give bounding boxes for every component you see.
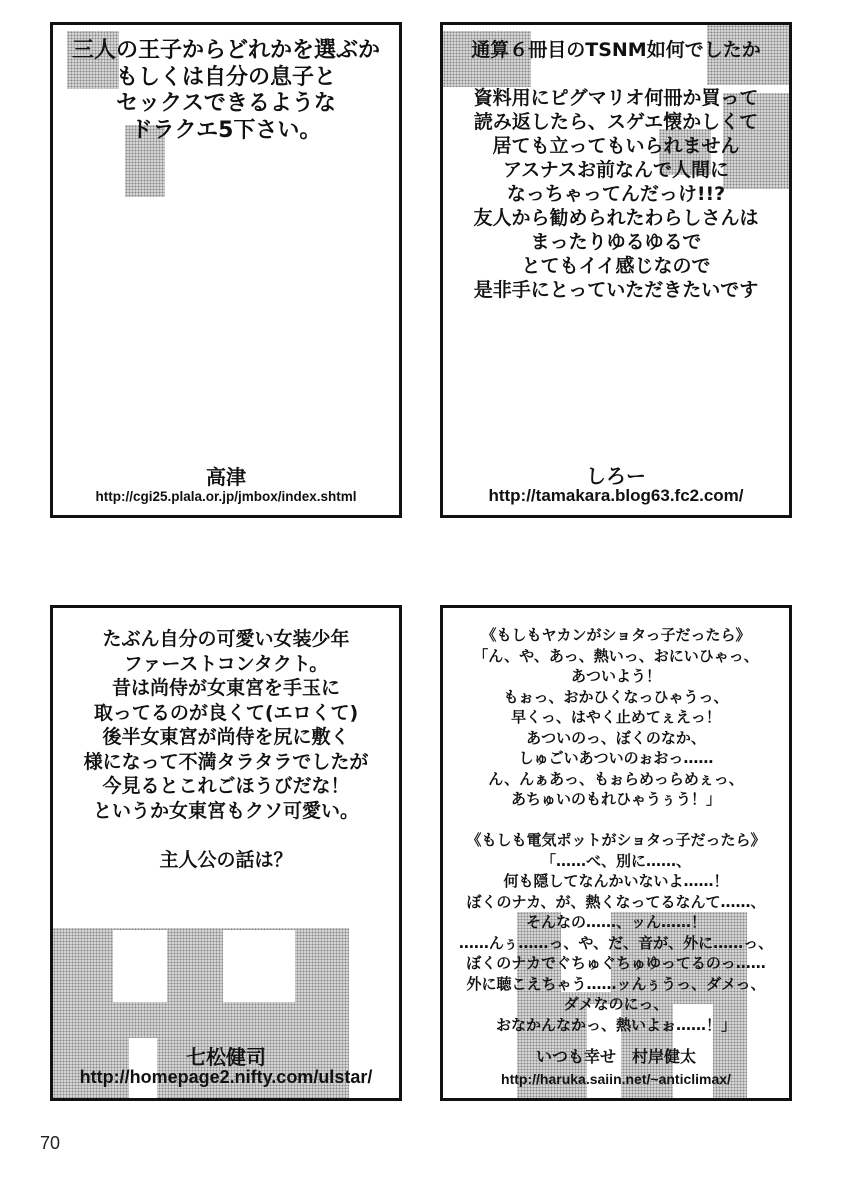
author-name: しろー [586, 464, 646, 488]
author-url[interactable]: http://homepage2.nifty.com/ulstar/ [79, 1067, 373, 1087]
comment-line: 後半女東宮が尚侍を尻に敷く [102, 726, 350, 748]
comment-line: 資料用にピグマリオ何冊か買って [473, 87, 759, 109]
comment-line: あついよう！ [570, 667, 661, 685]
comment-line [53, 823, 399, 848]
comment-line: 主人公の話は？ [159, 848, 293, 871]
comment-line: まったりゆるゆるで [530, 231, 702, 253]
comment-line: 読み返したら、スゲエ懐かしくて [473, 111, 759, 133]
comment-line: なっちゃってんだっけ!!? [506, 183, 726, 205]
page-number: 70 [40, 1133, 61, 1153]
comment-line: おなかんなかっ、熱いよぉ……！」 [495, 1015, 736, 1034]
comment-line: 外に聴こえちゃう……ッんぅうっ、ダメっ、 [466, 974, 766, 993]
comment-line: 是非手にとっていただきたいです [473, 279, 759, 301]
comment-line: 三人の王子からどれかを選ぶか [71, 38, 380, 63]
comment-line: 友人から勧められたわらしさんは [473, 207, 759, 229]
comment-line: というか女東宮もクソ可愛い。 [92, 799, 359, 822]
comment-line: ダメなのにっ、 [563, 995, 669, 1013]
panel-top-left [50, 22, 402, 518]
comment-line: ん、んぁあっ、もぉらめっらめぇっ、 [488, 769, 744, 788]
comment-line: 「……べ、別に……、 [540, 851, 691, 870]
screentone-cutout [223, 930, 295, 1002]
comment-line: 早くっ、はやく止めてぇえっ！ [511, 708, 721, 726]
comment-text [443, 625, 789, 1035]
comment-line: 通算６冊目のTSNM如何でしたか [471, 39, 761, 61]
comment-line: 居ても立ってもいられません [492, 135, 740, 157]
comment-line: 何も隠してなんかいないよ……！ [503, 872, 729, 890]
comment-line: ファーストコンタクト。 [123, 652, 329, 675]
comment-line: しゅごいあついのぉおっ…… [518, 749, 714, 767]
comment-line: セックスできるような [116, 91, 336, 116]
screentone-cutout [113, 930, 167, 1002]
comment-line: 取ってるのが良くて(エロくて) [93, 701, 359, 724]
comment-line: 様になって不満タラタラでしたが [83, 750, 369, 773]
comment-line: ドラクエ5下さい。 [130, 117, 322, 143]
comment-line: ……んぅ……っ、や、だ、音が、外に……っ、 [458, 933, 774, 952]
author-name: 高津 [206, 465, 246, 489]
author-url[interactable]: http://tamakara.blog63.fc2.com/ [488, 486, 744, 505]
comment-line: とてもイイ感じなので [521, 255, 711, 277]
comment-line: あついのっ、ぼくのなか、 [526, 728, 706, 747]
comment-line: そんなの……、ッん……！ [525, 913, 706, 931]
comment-line [443, 810, 789, 831]
panel-top-right [440, 22, 792, 518]
comment-line: 《もしも電気ポットがショタっ子だったら》 [466, 831, 766, 849]
comment-line: 今見るとこれごほうびだな！ [102, 775, 350, 797]
author-name: 七松健司 [186, 1045, 266, 1069]
comment-text [443, 38, 789, 302]
comment-text [53, 38, 399, 144]
comment-line [443, 62, 789, 86]
comment-line: ぼくのナカでぐちゅぐちゅゆってるのっ…… [466, 954, 766, 972]
author-name: いつも幸せ 村岸健太 [535, 1047, 696, 1066]
panel-bottom-right [440, 605, 792, 1101]
comment-text [53, 627, 399, 872]
comment-line: あちゅいのもれひゃうぅう！」 [510, 790, 721, 808]
comment-line: 《もしもヤカンがショタっ子だったら》 [481, 626, 751, 644]
comment-line: 昔は尚侍が女東宮を手玉に [111, 677, 340, 699]
comment-line: もぉっ、おかひくなっひゃうっ、 [503, 687, 729, 706]
author-url[interactable]: http://haruka.saiin.net/~anticlimax/ [501, 1071, 731, 1087]
comment-line: 「ん、や、あっ、熱いっ、おにいひゃっ、 [473, 646, 759, 665]
comment-line: もしくは自分の息子と [115, 64, 336, 90]
comment-line: アスナスお前なんで人間に [502, 159, 730, 181]
author-url[interactable]: http://cgi25.plala.or.jp/jmbox/index.shtml [95, 489, 357, 504]
panel-bottom-left [50, 605, 402, 1101]
comment-line: ぼくのナカ、が、熱くなってるなんて……、 [466, 892, 766, 911]
comment-line: たぶん自分の可愛い女装少年 [102, 628, 350, 650]
